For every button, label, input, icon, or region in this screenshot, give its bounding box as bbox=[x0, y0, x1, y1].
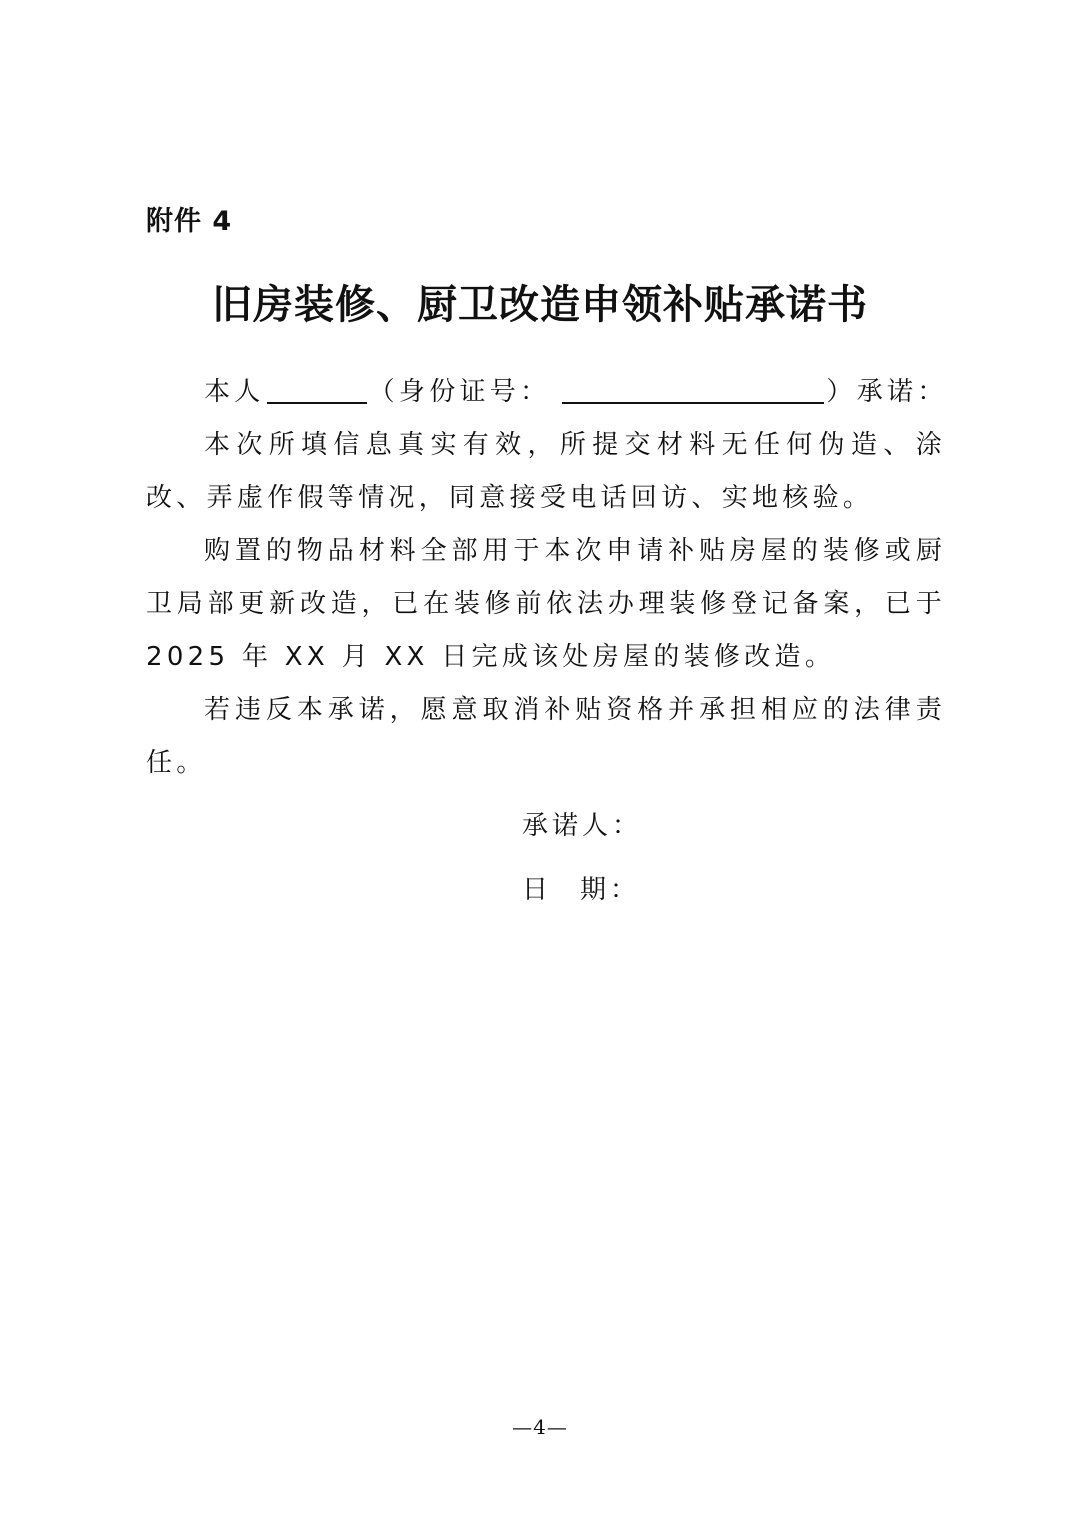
paragraph-materials-usage: 购置的物品材料全部用于本次申请补贴房屋的装修或厨卫局部更新改造，已在装修前依法办理装修登记备案，已于 2025 年 XX 月 XX 日完成该处房屋的装修改造。 bbox=[146, 536, 946, 672]
date-label bbox=[522, 870, 640, 910]
oath-line bbox=[146, 366, 946, 419]
promiser-label: 承诺人： bbox=[522, 811, 643, 841]
id-number-blank bbox=[562, 372, 824, 404]
paragraph-violation: 若违反本承诺，愿意取消补贴资格并承担相应的法律责任。 bbox=[146, 695, 946, 778]
attachment-label: 附件 4 bbox=[146, 206, 233, 237]
document-body bbox=[146, 366, 946, 790]
oath-prefix: 本人 bbox=[204, 377, 265, 407]
id-label: （身份证号： bbox=[368, 377, 551, 407]
date-label-part-1: 日 bbox=[522, 875, 553, 905]
oath-suffix: ）承诺： bbox=[826, 377, 948, 407]
name-blank bbox=[267, 372, 367, 404]
page-number: —4— bbox=[512, 1415, 568, 1439]
document-title: 旧房装修、厨卫改造申领补贴承诺书 bbox=[212, 281, 868, 328]
paragraph-info-truthful: 本次所填信息真实有效，所提交材料无任何伪造、涂改、弄虚作假等情况，同意接受电话回访、实地核验。 bbox=[146, 430, 946, 513]
date-label-part-2: 期： bbox=[580, 875, 641, 905]
